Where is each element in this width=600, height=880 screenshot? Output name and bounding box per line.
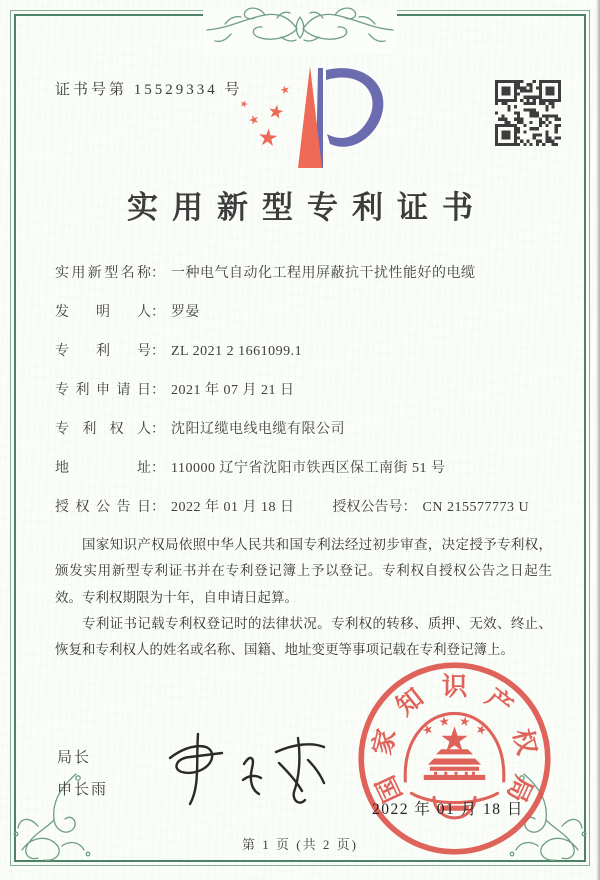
fields-section (55, 262, 560, 535)
field-label: 发明人 (55, 305, 151, 320)
svg-text:家: 家 (367, 726, 402, 758)
field-value: 罗晏 (171, 305, 200, 320)
colon: ： (151, 461, 165, 476)
seal-date: 2022 年 01 月 18 日 (372, 801, 524, 818)
field-label: 实用新型名称 (55, 266, 151, 281)
svg-text:识: 识 (441, 671, 468, 701)
field-value: 110000 辽宁省沈阳市铁西区保工南街 51 号 (171, 461, 446, 476)
legal-paragraph: 专利证书记载专利权登记时的法律状况。专利权的转移、质押、无效、终止、恢复和专利权人的姓名或名称、国籍、地址变更等事项记载在专利登记簿上。 (55, 615, 552, 658)
field-row-grant (55, 496, 560, 518)
svg-text:国: 国 (370, 771, 408, 807)
field-value-2: CN 215577773 U (422, 500, 530, 515)
commissioner-name: 申长雨 (57, 782, 109, 798)
field-value: 2022 年 01 月 18 日 (171, 500, 295, 515)
commissioner-title: 局长 (57, 750, 92, 766)
svg-text:局: 局 (501, 771, 539, 807)
field-label: 授权公告日 (55, 500, 151, 515)
svg-text:权: 权 (507, 726, 542, 758)
field-row-inventor (55, 301, 560, 323)
legal-text-section (55, 532, 552, 664)
field-label: 专利号 (55, 344, 151, 359)
colon: ： (402, 500, 417, 515)
field-label-2: 授权公告号： CN 215577773 U (333, 500, 530, 515)
legal-paragraph: 国家知识产权局依照中华人民共和国专利法经过初步审查，决定授予专利权，颁发实用新型专利证书并在专利登记簿上予以登记。专利权自授权公告之日起生效。专利权期限为十年，自申请日起算。 (55, 537, 552, 605)
official-seal (352, 656, 557, 861)
field-label: 地址 (55, 461, 151, 476)
signature-handwriting (148, 728, 333, 818)
field-row-name (55, 262, 560, 284)
colon: ： (151, 422, 165, 437)
logo-p-shape (316, 68, 383, 168)
svg-text:知: 知 (390, 682, 429, 722)
field-row-filing-date (55, 379, 560, 401)
qr-code (495, 80, 561, 146)
top-border-ornament-icon (185, 4, 415, 56)
field-value: 一种电气自动化工程用屏蔽抗干扰性能好的电缆 (171, 266, 476, 281)
colon: ： (151, 500, 165, 515)
logo-stars (240, 85, 290, 147)
field-row-patent-number (55, 340, 560, 362)
cnipa-logo-icon (230, 64, 405, 176)
colon: ： (151, 383, 165, 398)
certificate-number: 证书号第 15529334 号 (55, 82, 243, 98)
field-value: 沈阳辽缆电线电缆有限公司 (171, 422, 345, 437)
field-label: 专利权人 (55, 422, 151, 437)
field-value: ZL 2021 2 1661099.1 (171, 344, 303, 359)
field-row-patentee (55, 418, 560, 440)
colon: ： (151, 305, 165, 320)
field-row-address (55, 457, 560, 479)
colon: ： (151, 266, 165, 281)
svg-text:产: 产 (480, 682, 519, 722)
page-footer: 第 1 页 (共 2 页) (242, 837, 358, 852)
colon: ： (151, 344, 165, 359)
field-label: 专利申请日 (55, 383, 151, 398)
certificate-title: 实用新型专利证书 (127, 190, 487, 225)
field-value: 2021 年 07 月 21 日 (171, 383, 295, 398)
